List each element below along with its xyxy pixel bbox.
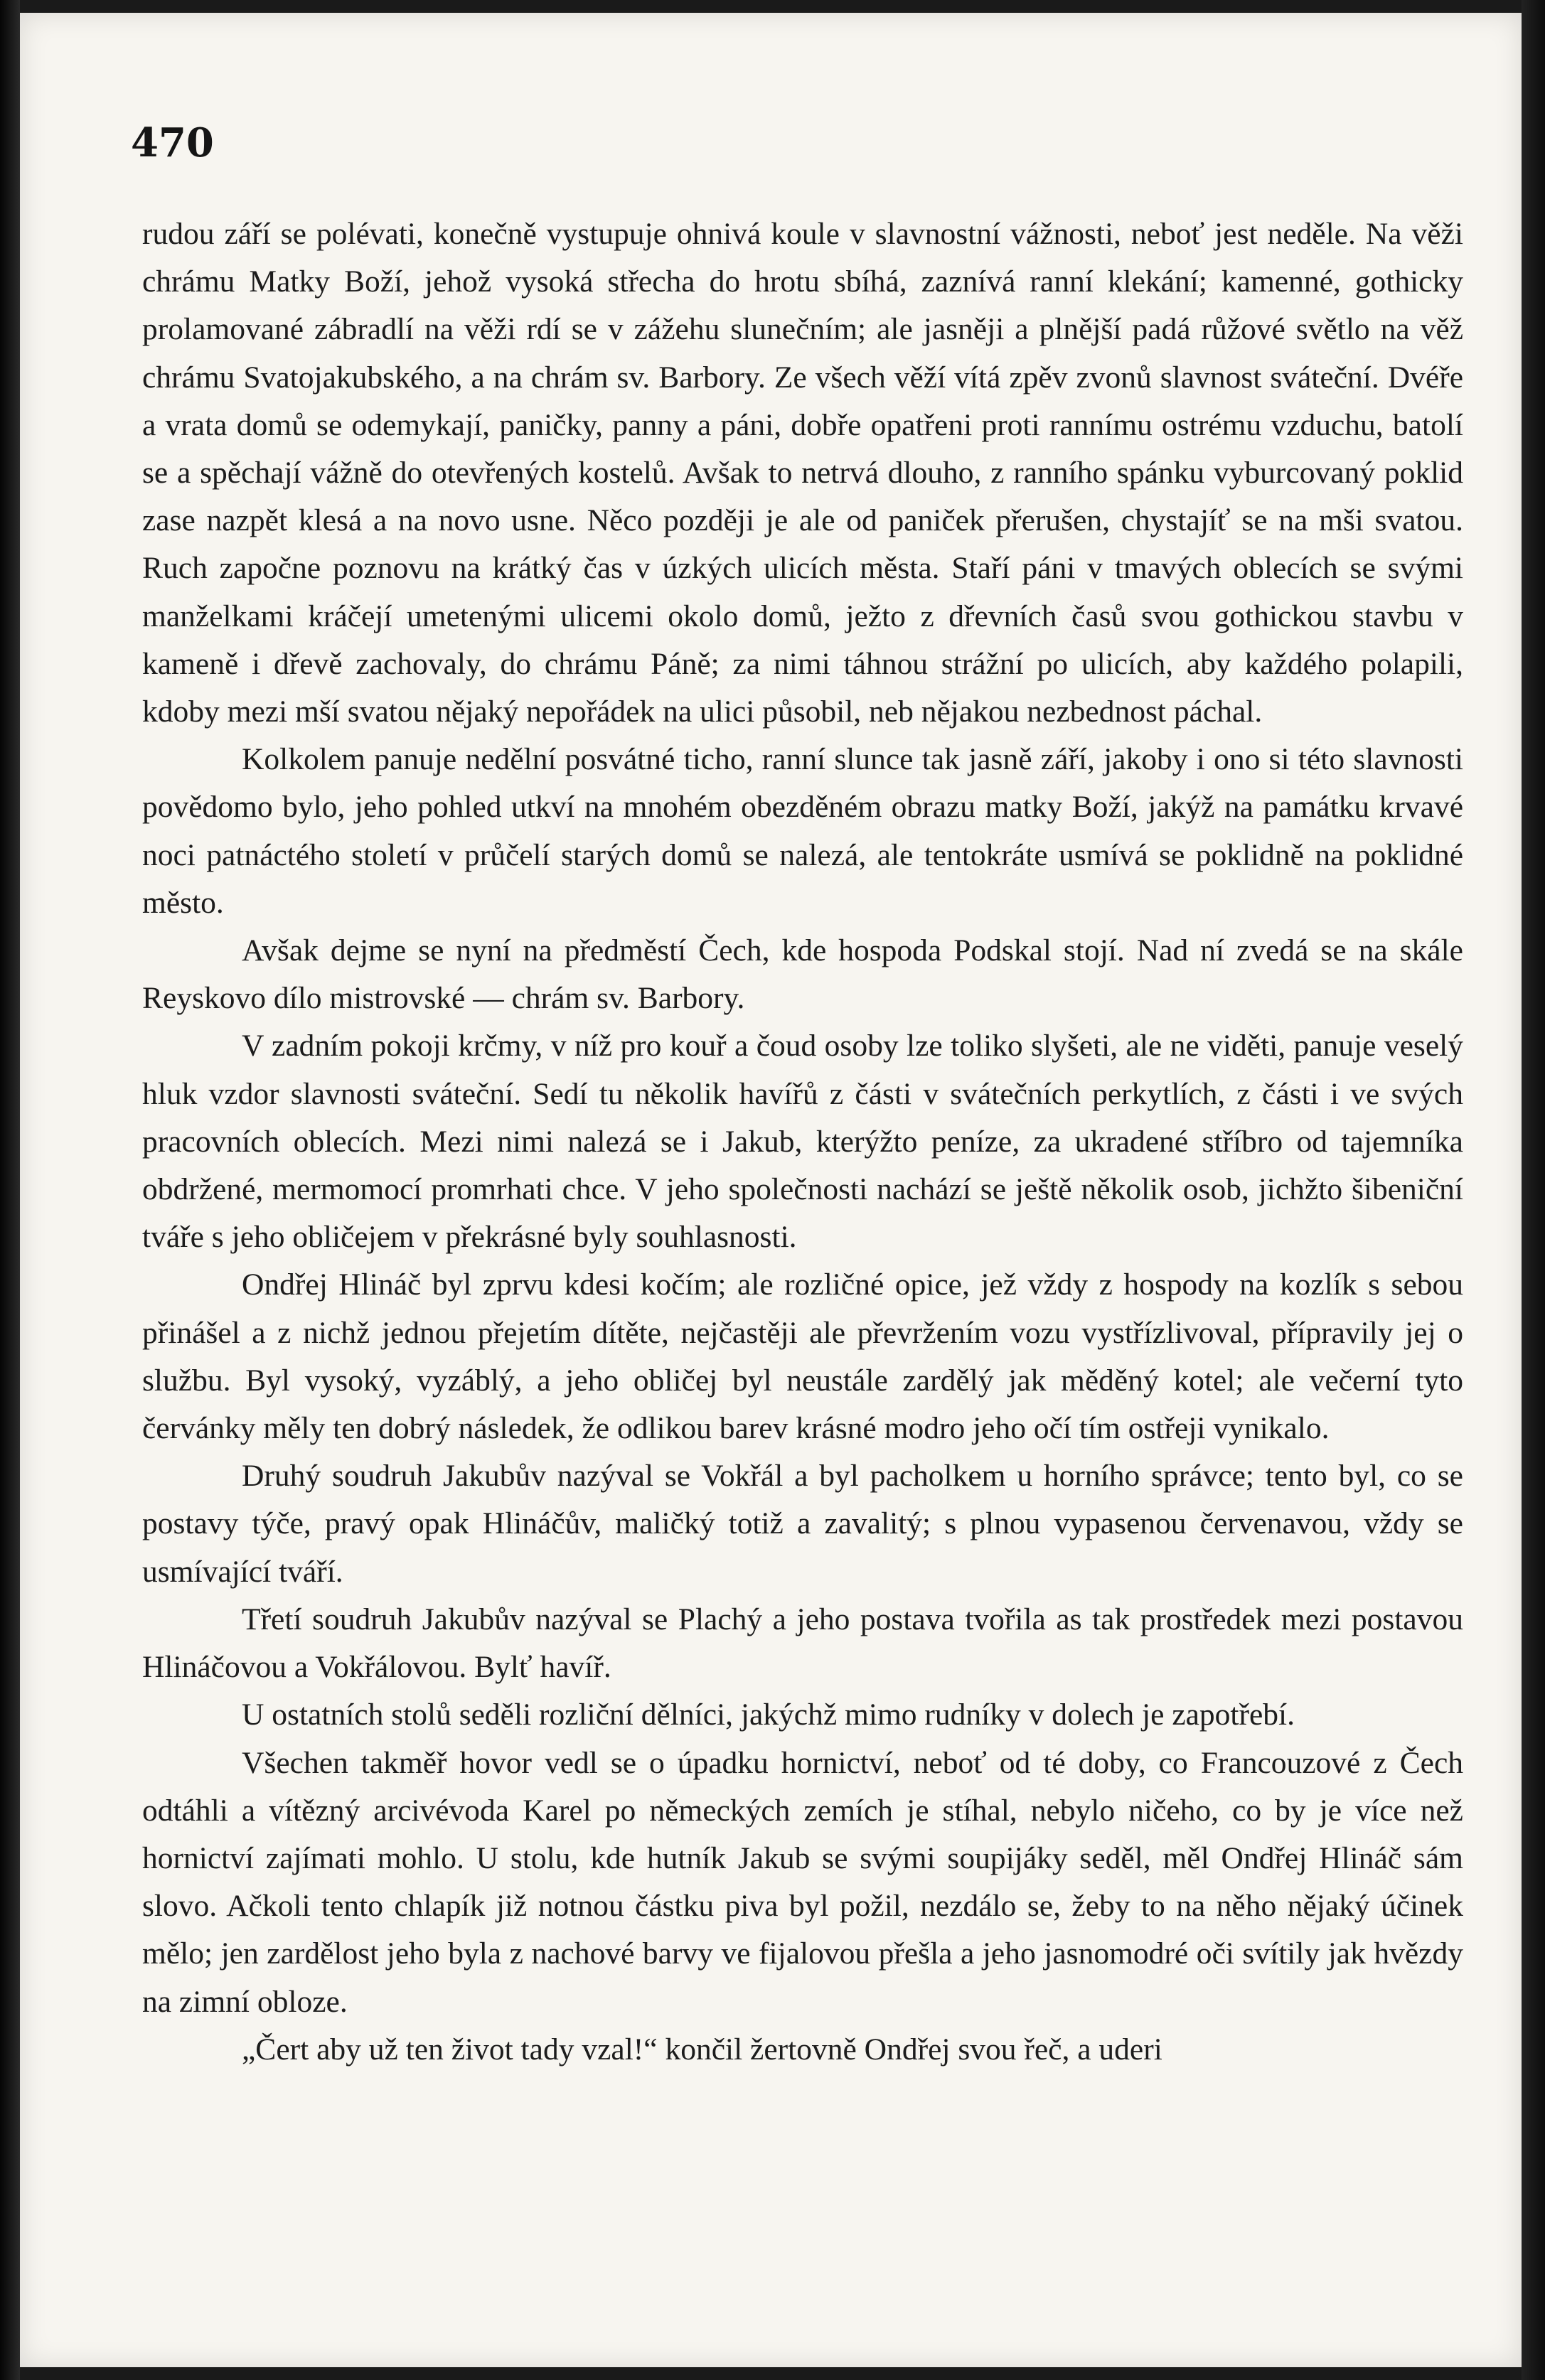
scan-right-edge bbox=[1522, 0, 1545, 2380]
paragraph-5: Ondřej Hlináč byl zprvu kdesi kočím; ale rozličné opice, jež vždy z hospody na kozlík s sebou přinášel a z nichž jednou přejetím dítěte, nejčastěji ale převržením vozu vystřízlivoval, přípravily jej o službu. Byl vysoký, vyzáblý, a jeho obličej byl neustále zardělý jak měděný kotel; ale večerní tyto červánky měly ten dobrý následek, že odlikou barev krásné modro jeho očí tím ostřeji vynikalo. bbox=[142, 1267, 1463, 1446]
paragraph-4: V zadním pokoji krčmy, v níž pro kouř a čoud osoby lze toliko slyšeti, ale ne viděti, panuje veselý hluk vzdor slavnosti sváteční. Sedí tu několik havířů z části v svátečních perkytlích, z části i ve svých pracovních oblecích. Mezi nimi nalezá se i Jakub, kterýžto peníze, za ukradené stříbro od tajemníka obdržené, mermomocí promrhati chce. V jeho společnosti nachází se ještě několik osob, jichžto šibeniční tváře s jeho obličejem v překrásné byly souhlasnosti. bbox=[142, 1029, 1463, 1255]
paragraph-7: Třetí soudruh Jakubův nazýval se Plachý a jeho postava tvořila as tak prostředek mezi postavou Hlináčovou a Vokřálovou. Bylť havíř. bbox=[142, 1602, 1463, 1685]
book-spine-shadow bbox=[0, 0, 20, 2380]
paragraph-2: Kolkolem panuje nedělní posvátné ticho, ranní slunce tak jasně září, jakoby i ono si této slavnosti povědomo bylo, jeho pohled utkví na mnohém obezděném obrazu matky Boží, jakýž na památku krvavé noci patnáctého století v průčelí starých domů se nalezá, ale tentokráte usmívá se poklidně na poklidné město. bbox=[142, 742, 1463, 920]
paragraph-6: Druhý soudruh Jakubův nazýval se Vokřál a byl pacholkem u horního správce; tento byl, co se postavy týče, pravý opak Hlináčův, maličký totiž a zavalitý; s plnou vypasenou červenavou, vždy se usmívající tváří. bbox=[142, 1459, 1463, 1589]
paragraph-1: rudou září se polévati, konečně vystupuje ohnivá koule v slavnostní vážnosti, neboť jest neděle. Na věži chrámu Matky Boží, jehož vysoká střecha do hrotu sbíhá, zaznívá ranní klekání; kamenné, gothicky prolamované zábradlí na věži rdí se v zážehu slunečním; ale jasněji a plnější padá růžové světlo na věž chrámu Svatojakubského, a na chrám sv. Barbory. Ze všech věží vítá zpěv zvonů slavnost sváteční. Dvéře a vrata domů se odemykají, paničky, panny a páni, dobře opatřeni proti rannímu ostrému vzduchu, batolí se a spěchají vážně do otevřených kostelů. Avšak to netrvá dlouho, z ranního spánku vyburcovaný poklid zase nazpět klesá a na novo usne. Něco později je ale od paniček přerušen, chystajíť se na mši svatou. Ruch započne poznovu na krátký čas v úzkých ulicích města. Staří páni v tmavých oblecích se svými manželkami kráčejí umetenými ulicemi okolo domů, ježto z dřevních časů svou gothickou stavbu v kameně i dřevě zachovaly, do chrámu Páně; za nimi táhnou strážní po ulicích, aby každého polapili, kdoby mezi mší svatou nějaký nepořádek na ulici působil, neb nějakou nezbednost páchal. bbox=[142, 217, 1463, 729]
paragraph-10: „Čert aby už ten život tady vzal!“ končil žertovně Ondřej svou řeč, a uderi bbox=[242, 2032, 1162, 2067]
book-page bbox=[20, 13, 1522, 2367]
page-number: 470 bbox=[131, 119, 214, 166]
paragraph-8: U ostatních stolů seděli rozliční dělníci, jakýchž mimo rudníky v dolech je zapotřebí. bbox=[242, 1698, 1295, 1732]
paragraph-9: Všechen takměř hovor vedl se o úpadku hornictví, neboť od té doby, co Francouzové z Čech odtáhli a vítězný arcivévoda Karel po německých zemích je stíhal, nebylo ničeho, co by je více než hornictví zajímati mohlo. U stolu, kde hutník Jakub se svými soupijáky seděl, měl Ondřej Hlináč sám slovo. Ačkoli tento chlapík již notnou částku piva byl požil, nezdálo se, žeby to na něho nějaký účinek mělo; jen zardělost jeho byla z nachové barvy ve fijalovou přešla a jeho jasnomodré oči svítily jak hvězdy na zimní obloze. bbox=[142, 1745, 1463, 2019]
paragraph-3: Avšak dejme se nyní na předměstí Čech, kde hospoda Podskal stojí. Nad ní zvedá se na skále Reyskovo dílo mistrovské — chrám sv. Barbory. bbox=[142, 933, 1463, 1016]
page-body-text bbox=[142, 210, 1463, 2074]
